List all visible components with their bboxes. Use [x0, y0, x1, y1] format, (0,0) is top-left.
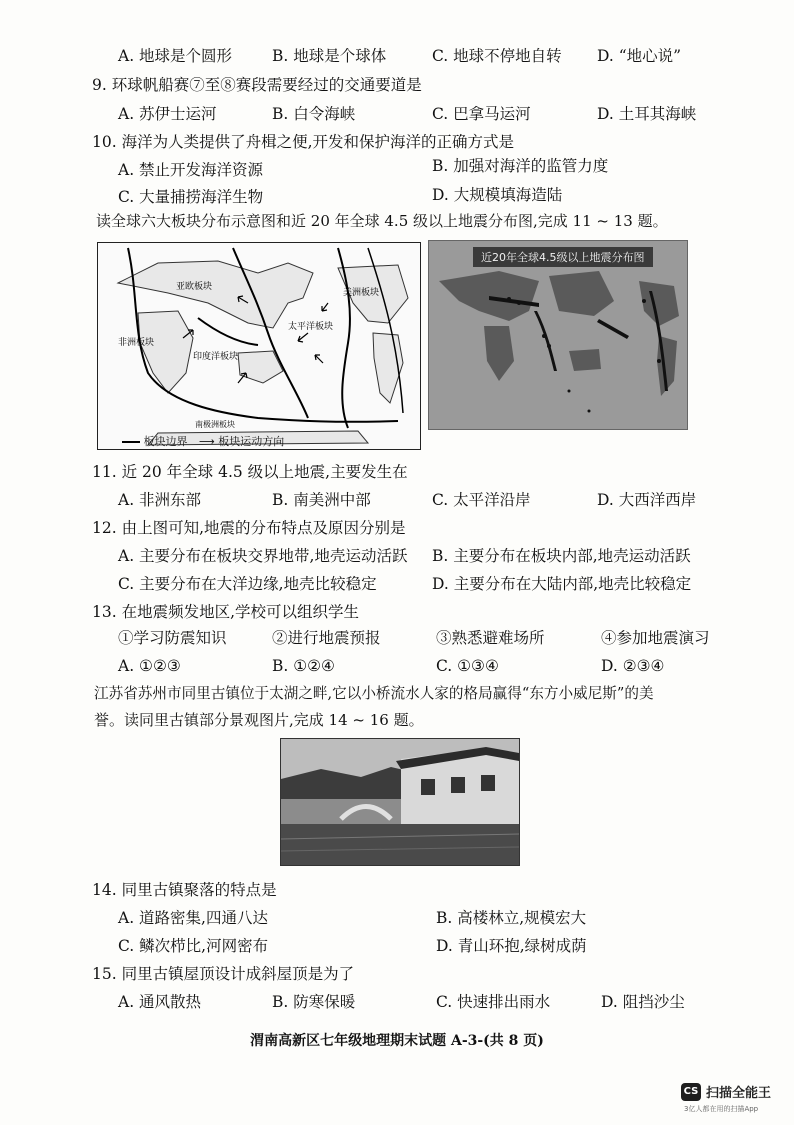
- q12-stem: 12. 由上图可知,地震的分布特点及原因分别是: [92, 519, 406, 537]
- africa-landmass: [138, 311, 193, 393]
- label-american-plate: 美洲板块: [343, 288, 380, 298]
- q12-option-d: D. 主要分布在大陆内部,地壳比较稳定: [432, 575, 692, 593]
- q10-option-d: D. 大规模填海造陆: [432, 186, 563, 204]
- legend-boundary-label: 板块边界: [143, 435, 188, 448]
- q13-option-a: A. ①②③: [118, 657, 181, 675]
- q14-option-b: B. 高楼林立,规模宏大: [436, 909, 587, 927]
- q13-item-1: ①学习防震知识: [118, 629, 227, 647]
- q13-option-b: B. ①②④: [272, 657, 335, 675]
- q15-option-d: D. 阻挡沙尘: [601, 993, 685, 1011]
- quake-map-title: 近20年全球4.5级以上地震分布图: [473, 247, 653, 267]
- intro-11-13: 读全球六大板块分布示意图和近 20 年全球 4.5 级以上地震分布图,完成 11 ~ 13 题。: [96, 212, 668, 230]
- plate-distribution-map: [97, 242, 421, 450]
- tongli-town-photo: [280, 738, 520, 866]
- q14-option-c: C. 鳞次栉比,河网密布: [118, 937, 269, 955]
- q9-option-d: D. 土耳其海峡: [597, 105, 697, 123]
- landmass: [549, 271, 614, 316]
- q13-item-3: ③熟悉避难场所: [436, 629, 545, 647]
- q8-option-b: B. 地球是个球体: [272, 47, 387, 65]
- q12-option-b: B. 主要分布在板块内部,地壳运动活跃: [432, 547, 691, 565]
- scanner-app-name: 扫描全能王: [706, 1086, 772, 1101]
- q10-option-a: A. 禁止开发海洋资源: [118, 161, 264, 179]
- quake-map-svg: [429, 241, 687, 429]
- label-pacific-plate: 太平洋板块: [288, 322, 334, 332]
- label-antarctic-plate: 南极洲板块: [195, 420, 235, 429]
- q9-option-c: C. 巴拿马运河: [432, 105, 531, 123]
- legend-arrow-icon: ⟶: [199, 435, 215, 448]
- landmass: [569, 349, 601, 371]
- q10-stem: 10. 海洋为人类提供了舟楫之便,开发和保护海洋的正确方式是: [92, 133, 515, 151]
- plate-map-legend: [122, 433, 284, 449]
- intro-14-16-line1: 江苏省苏州市同里古镇位于太湖之畔,它以小桥流水人家的格局赢得“东方小威尼斯”的美: [94, 685, 654, 702]
- q13-stem: 13. 在地震频发地区,学校可以组织学生: [92, 603, 360, 621]
- q13-option-c: C. ①③④: [436, 657, 499, 675]
- plate-map-svg: [98, 243, 420, 449]
- q11-stem: 11. 近 20 年全球 4.5 级以上地震,主要发生在: [92, 463, 408, 481]
- q8-option-a: A. 地球是个圆形: [118, 47, 233, 65]
- landmass: [639, 281, 679, 326]
- q15-option-a: A. 通风散热: [118, 993, 202, 1011]
- australia-landmass: [238, 351, 283, 383]
- label-eurasian-plate: 亚欧板块: [176, 282, 213, 292]
- q12-option-a: A. 主要分布在板块交界地带,地壳运动活跃: [118, 547, 408, 565]
- q11-option-a: A. 非洲东部: [118, 491, 202, 509]
- q8-option-c: C. 地球不停地自转: [432, 47, 562, 65]
- q10-option-b: B. 加强对海洋的监管力度: [432, 157, 609, 175]
- q13-item-2: ②进行地震预报: [272, 629, 381, 647]
- label-indian-plate: 印度洋板块: [193, 352, 239, 362]
- q15-stem: 15. 同里古镇屋顶设计成斜屋顶是为了: [92, 965, 355, 983]
- earthquake-distribution-map: [428, 240, 688, 430]
- scanner-tagline: 3亿人都在用的扫描App: [684, 1105, 759, 1113]
- q14-option-a: A. 道路密集,四通八达: [118, 909, 268, 927]
- intro-14-16-line2: 誉。读同里古镇部分景观图片,完成 14 ~ 16 题。: [94, 711, 424, 729]
- photo-illustration: [281, 739, 519, 865]
- q15-option-c: C. 快速排出雨水: [436, 993, 551, 1011]
- q14-stem: 14. 同里古镇聚落的特点是: [92, 881, 277, 899]
- landmass: [484, 326, 514, 381]
- q15-option-b: B. 防寒保暖: [272, 993, 356, 1011]
- q13-item-4: ④参加地震演习: [601, 629, 710, 647]
- page-footer: 渭南高新区七年级地理期末试题 A-3-(共 8 页): [250, 1033, 544, 1049]
- q14-option-d: D. 青山环抱,绿树成荫: [436, 937, 587, 955]
- q8-option-d: D. “地心说”: [597, 47, 682, 65]
- q9-option-b: B. 白令海峡: [272, 105, 356, 123]
- q9-stem: 9. 环球帆船赛⑦至⑧赛段需要经过的交通要道是: [92, 76, 422, 94]
- q11-option-b: B. 南美洲中部: [272, 491, 371, 509]
- q11-option-c: C. 太平洋沿岸: [432, 491, 531, 509]
- q10-option-c: C. 大量捕捞海洋生物: [118, 188, 264, 206]
- q13-option-d: D. ②③④: [601, 657, 665, 675]
- legend-motion-label: 板块运动方向: [218, 435, 285, 448]
- label-african-plate: 非洲板块: [118, 338, 155, 348]
- q9-option-a: A. 苏伊士运河: [118, 105, 217, 123]
- q12-option-c: C. 主要分布在大洋边缘,地壳比较稳定: [118, 575, 377, 593]
- scanner-logo-icon: CS: [681, 1083, 701, 1101]
- legend-boundary-line-icon: [122, 441, 140, 443]
- q11-option-d: D. 大西洋西岸: [597, 491, 697, 509]
